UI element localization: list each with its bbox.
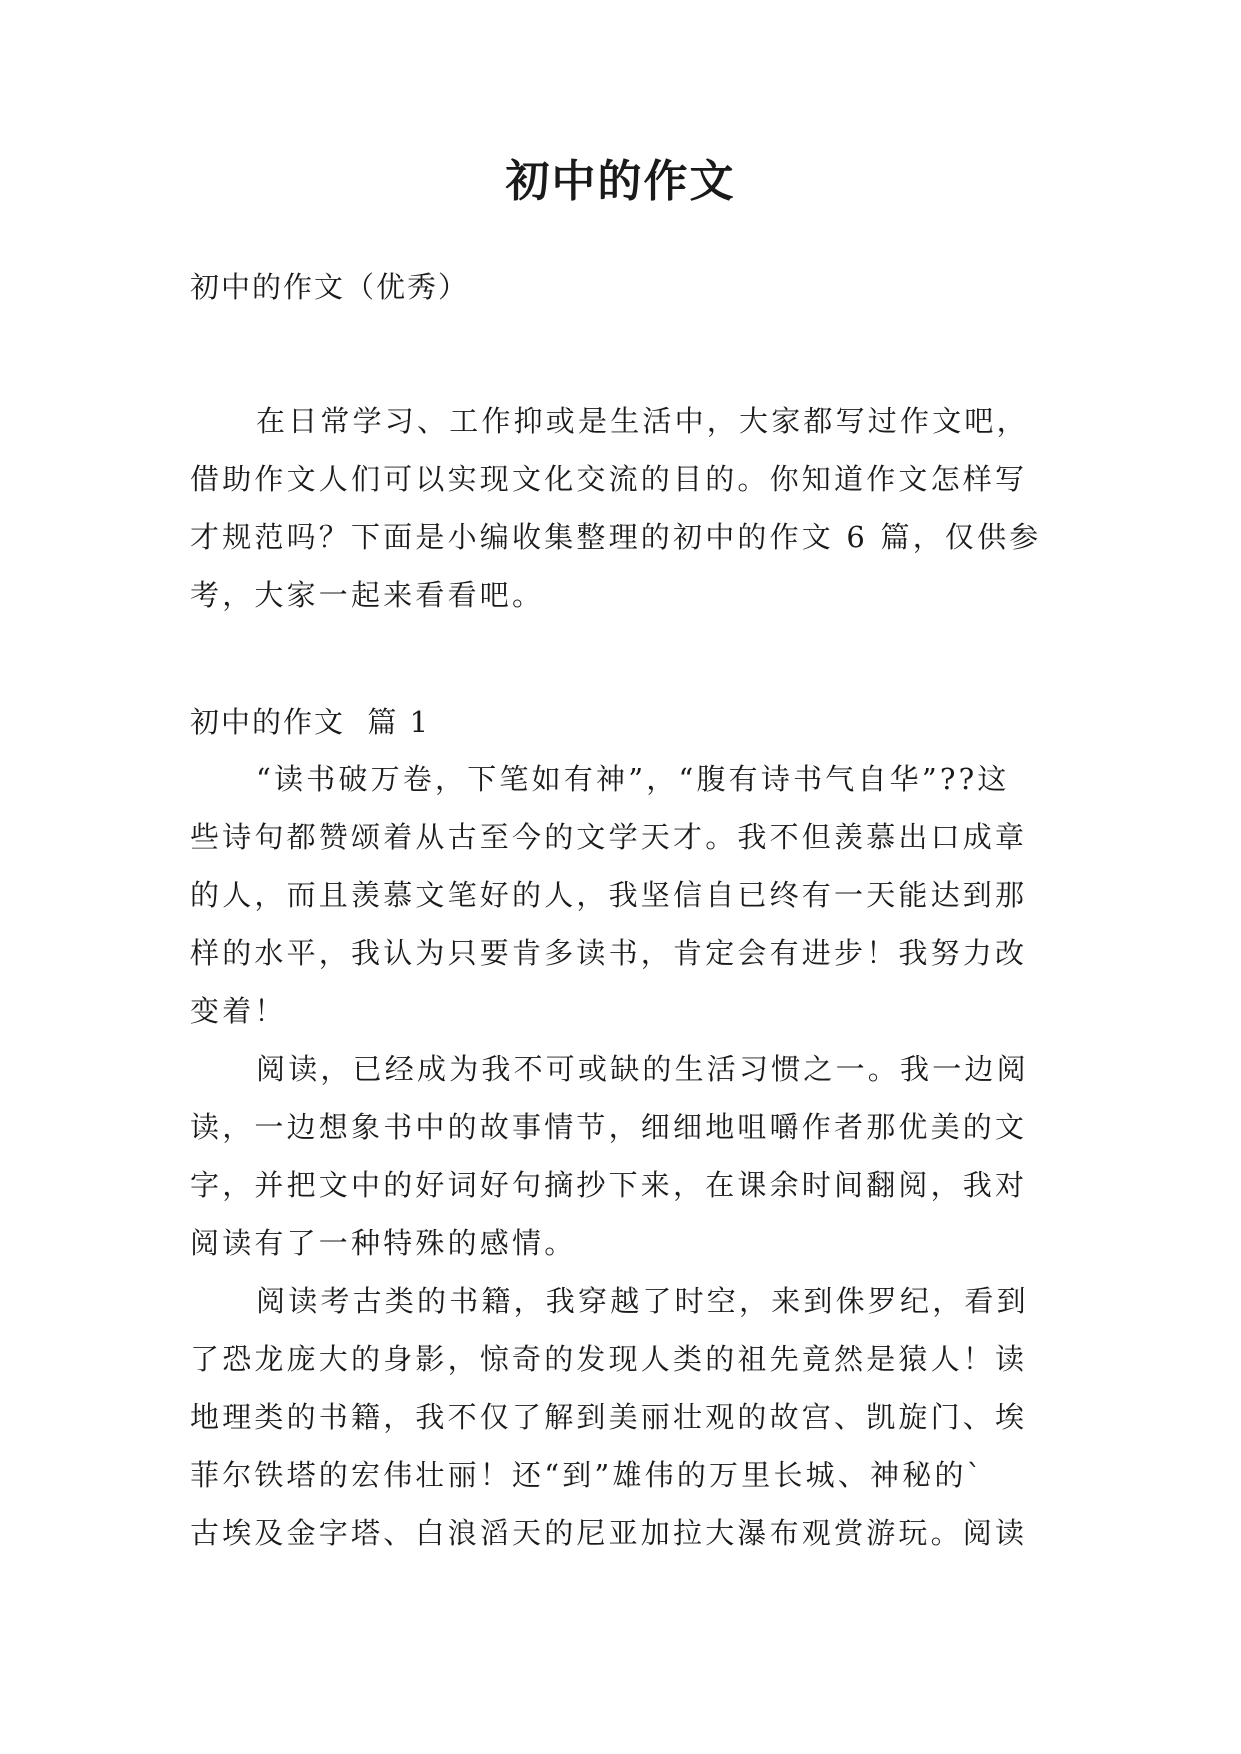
intro-line: 考，大家一起来看看吧。 [190, 578, 545, 612]
body-line: 字，并把文中的好词好句摘抄下来，在课余时间翻阅，我对 [190, 1168, 1028, 1202]
document-subtitle: 初中的作文（优秀） [190, 270, 470, 304]
body-line: 了恐龙庞大的身影，惊奇的发现人类的祖先竟然是猿人！读 [190, 1342, 1028, 1376]
body-line: 读，一边想象书中的故事情节，细细地咀嚼作者那优美的文 [190, 1110, 1028, 1144]
intro-line: 才规范吗？下面是小编收集整理的初中的作文 6 篇，仅供参 [190, 520, 1042, 554]
document-title: 初中的作文 [505, 156, 736, 207]
essay-body [190, 750, 1060, 1562]
body-line: 阅读有了一种特殊的感情。 [190, 1226, 577, 1260]
section-heading: 初中的作文 篇 1 [190, 705, 431, 739]
body-line: 样的水平，我认为只要肯多读书，肯定会有进步！我努力改 [190, 936, 1028, 970]
intro-line: 在日常学习、工作抑或是生活中，大家都写过作文吧， [256, 404, 1029, 438]
body-line: 变着！ [190, 994, 287, 1028]
body-line: 的人，而且羡慕文笔好的人，我坚信自已终有一天能达到那 [190, 878, 1028, 912]
body-line: 菲尔铁塔的宏伟壮丽！还“到”雄伟的万里长城、神秘的` [190, 1458, 985, 1492]
body-line: 古埃及金字塔、白浪滔天的尼亚加拉大瀑布观赏游玩。阅读 [190, 1516, 1028, 1550]
body-line: 阅读考古类的书籍，我穿越了时空，来到侏罗纪，看到 [256, 1284, 1029, 1318]
body-line: 阅读，已经成为我不可或缺的生活习惯之一。我一边阅 [256, 1052, 1029, 1086]
intro-line: 借助作文人们可以实现文化交流的目的。你知道作文怎样写 [190, 462, 1028, 496]
body-line: 地理类的书籍，我不仅了解到美丽壮观的故宫、凯旋门、埃 [190, 1400, 1028, 1434]
body-line: 些诗句都赞颂着从古至今的文学天才。我不但羡慕出口成章 [190, 820, 1028, 854]
intro-paragraph [190, 392, 1060, 624]
body-line: “读书破万卷，下笔如有神”，“腹有诗书气自华”??这 [256, 762, 1010, 796]
